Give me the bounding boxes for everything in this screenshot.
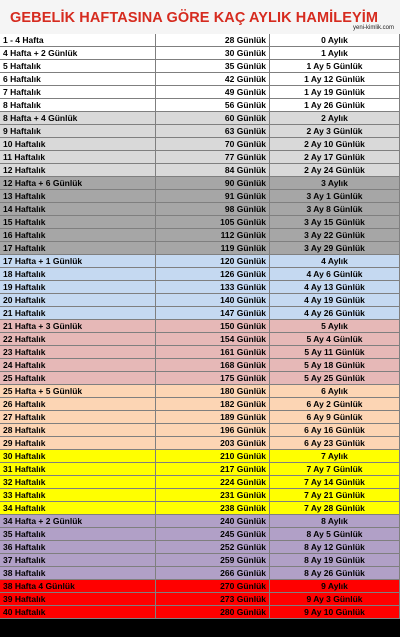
week-cell: 39 Haftalık bbox=[0, 593, 156, 605]
months-cell: 8 Ay 12 Günlük bbox=[270, 541, 400, 553]
week-cell: 21 Haftalık bbox=[0, 307, 156, 319]
days-cell: 189 Günlük bbox=[156, 411, 270, 423]
table-row bbox=[0, 489, 400, 502]
months-cell: 1 Ay 12 Günlük bbox=[270, 73, 400, 85]
months-cell: 3 Ay 29 Günlük bbox=[270, 242, 400, 254]
days-cell: 120 Günlük bbox=[156, 255, 270, 267]
week-cell: 38 Hafta 4 Günlük bbox=[0, 580, 156, 592]
chart-header bbox=[0, 0, 400, 34]
table-row bbox=[0, 437, 400, 450]
table-row bbox=[0, 164, 400, 177]
week-cell: 5 Haftalık bbox=[0, 60, 156, 72]
table-row bbox=[0, 333, 400, 346]
table-row bbox=[0, 229, 400, 242]
table-row bbox=[0, 385, 400, 398]
months-cell: 2 Ay 17 Günlük bbox=[270, 151, 400, 163]
table-row bbox=[0, 580, 400, 593]
months-cell: 8 Aylık bbox=[270, 515, 400, 527]
months-cell: 3 Ay 22 Günlük bbox=[270, 229, 400, 241]
week-cell: 34 Haftalık bbox=[0, 502, 156, 514]
week-cell: 19 Haftalık bbox=[0, 281, 156, 293]
table-row bbox=[0, 216, 400, 229]
week-cell: 30 Haftalık bbox=[0, 450, 156, 462]
week-cell: 29 Haftalık bbox=[0, 437, 156, 449]
days-cell: 90 Günlük bbox=[156, 177, 270, 189]
months-cell: 2 Aylık bbox=[270, 112, 400, 124]
days-cell: 273 Günlük bbox=[156, 593, 270, 605]
week-cell: 26 Haftalık bbox=[0, 398, 156, 410]
table-row bbox=[0, 567, 400, 580]
days-cell: 161 Günlük bbox=[156, 346, 270, 358]
table-row bbox=[0, 541, 400, 554]
months-cell: 5 Ay 4 Günlük bbox=[270, 333, 400, 345]
table-row bbox=[0, 268, 400, 281]
days-cell: 30 Günlük bbox=[156, 47, 270, 59]
months-cell: 6 Aylık bbox=[270, 385, 400, 397]
days-cell: 252 Günlük bbox=[156, 541, 270, 553]
table-row bbox=[0, 190, 400, 203]
days-cell: 147 Günlük bbox=[156, 307, 270, 319]
table-row bbox=[0, 398, 400, 411]
table-row bbox=[0, 359, 400, 372]
months-cell: 4 Aylık bbox=[270, 255, 400, 267]
days-cell: 150 Günlük bbox=[156, 320, 270, 332]
days-cell: 180 Günlük bbox=[156, 385, 270, 397]
months-cell: 5 Ay 18 Günlük bbox=[270, 359, 400, 371]
table-row bbox=[0, 281, 400, 294]
days-cell: 259 Günlük bbox=[156, 554, 270, 566]
week-cell: 33 Haftalık bbox=[0, 489, 156, 501]
months-cell: 4 Ay 13 Günlük bbox=[270, 281, 400, 293]
months-cell: 7 Ay 7 Günlük bbox=[270, 463, 400, 475]
table-row bbox=[0, 255, 400, 268]
table-row bbox=[0, 60, 400, 73]
week-cell: 37 Haftalık bbox=[0, 554, 156, 566]
week-cell: 17 Hafta + 1 Günlük bbox=[0, 255, 156, 267]
months-cell: 4 Ay 26 Günlük bbox=[270, 307, 400, 319]
months-cell: 3 Ay 1 Günlük bbox=[270, 190, 400, 202]
week-cell: 8 Hafta + 4 Günlük bbox=[0, 112, 156, 124]
table-row bbox=[0, 476, 400, 489]
months-cell: 5 Ay 25 Günlük bbox=[270, 372, 400, 384]
months-cell: 6 Ay 2 Günlük bbox=[270, 398, 400, 410]
week-cell: 18 Haftalık bbox=[0, 268, 156, 280]
months-cell: 7 Ay 28 Günlük bbox=[270, 502, 400, 514]
days-cell: 105 Günlük bbox=[156, 216, 270, 228]
table-row bbox=[0, 203, 400, 216]
months-cell: 6 Ay 9 Günlük bbox=[270, 411, 400, 423]
months-cell: 6 Ay 23 Günlük bbox=[270, 437, 400, 449]
months-cell: 1 Aylık bbox=[270, 47, 400, 59]
months-cell: 6 Ay 16 Günlük bbox=[270, 424, 400, 436]
days-cell: 49 Günlük bbox=[156, 86, 270, 98]
days-cell: 266 Günlük bbox=[156, 567, 270, 579]
week-cell: 7 Haftalık bbox=[0, 86, 156, 98]
table-row bbox=[0, 320, 400, 333]
table-row bbox=[0, 34, 400, 47]
week-cell: 27 Haftalık bbox=[0, 411, 156, 423]
week-cell: 8 Haftalık bbox=[0, 99, 156, 111]
days-cell: 60 Günlük bbox=[156, 112, 270, 124]
table-row bbox=[0, 294, 400, 307]
table-row bbox=[0, 606, 400, 619]
week-cell: 40 Haftalık bbox=[0, 606, 156, 618]
table-row bbox=[0, 47, 400, 60]
months-cell: 7 Ay 14 Günlük bbox=[270, 476, 400, 488]
table-row bbox=[0, 86, 400, 99]
months-cell: 7 Aylık bbox=[270, 450, 400, 462]
table-row bbox=[0, 151, 400, 164]
week-cell: 35 Haftalık bbox=[0, 528, 156, 540]
months-cell: 1 Ay 19 Günlük bbox=[270, 86, 400, 98]
week-cell: 25 Haftalık bbox=[0, 372, 156, 384]
months-cell: 3 Ay 8 Günlük bbox=[270, 203, 400, 215]
days-cell: 280 Günlük bbox=[156, 606, 270, 618]
table-row bbox=[0, 463, 400, 476]
week-cell: 17 Haftalık bbox=[0, 242, 156, 254]
week-cell: 36 Haftalık bbox=[0, 541, 156, 553]
days-cell: 133 Günlük bbox=[156, 281, 270, 293]
table-row bbox=[0, 307, 400, 320]
days-cell: 175 Günlük bbox=[156, 372, 270, 384]
table-row bbox=[0, 372, 400, 385]
week-cell: 10 Haftalık bbox=[0, 138, 156, 150]
months-cell: 8 Ay 26 Günlük bbox=[270, 567, 400, 579]
months-cell: 2 Ay 10 Günlük bbox=[270, 138, 400, 150]
months-cell: 1 Ay 26 Günlük bbox=[270, 99, 400, 111]
site-watermark: yeni-kimlik.com bbox=[352, 25, 394, 31]
months-cell: 3 Aylık bbox=[270, 177, 400, 189]
days-cell: 224 Günlük bbox=[156, 476, 270, 488]
week-cell: 12 Hafta + 6 Günlük bbox=[0, 177, 156, 189]
week-cell: 12 Haftalık bbox=[0, 164, 156, 176]
table-row bbox=[0, 450, 400, 463]
days-cell: 42 Günlük bbox=[156, 73, 270, 85]
days-cell: 112 Günlük bbox=[156, 229, 270, 241]
days-cell: 28 Günlük bbox=[156, 34, 270, 46]
days-cell: 196 Günlük bbox=[156, 424, 270, 436]
days-cell: 231 Günlük bbox=[156, 489, 270, 501]
days-cell: 70 Günlük bbox=[156, 138, 270, 150]
days-cell: 240 Günlük bbox=[156, 515, 270, 527]
table-row bbox=[0, 593, 400, 606]
days-cell: 63 Günlük bbox=[156, 125, 270, 137]
days-cell: 77 Günlük bbox=[156, 151, 270, 163]
months-cell: 4 Ay 6 Günlük bbox=[270, 268, 400, 280]
table-row bbox=[0, 112, 400, 125]
table-row bbox=[0, 515, 400, 528]
months-cell: 4 Ay 19 Günlük bbox=[270, 294, 400, 306]
days-cell: 217 Günlük bbox=[156, 463, 270, 475]
week-cell: 1 - 4 Hafta bbox=[0, 34, 156, 46]
week-cell: 4 Hafta + 2 Günlük bbox=[0, 47, 156, 59]
table-row bbox=[0, 99, 400, 112]
table-row bbox=[0, 177, 400, 190]
days-cell: 203 Günlük bbox=[156, 437, 270, 449]
months-cell: 1 Ay 5 Günlük bbox=[270, 60, 400, 72]
days-cell: 182 Günlük bbox=[156, 398, 270, 410]
week-cell: 14 Haftalık bbox=[0, 203, 156, 215]
months-cell: 3 Ay 15 Günlük bbox=[270, 216, 400, 228]
table-row bbox=[0, 346, 400, 359]
days-cell: 126 Günlük bbox=[156, 268, 270, 280]
week-cell: 11 Haftalık bbox=[0, 151, 156, 163]
months-cell: 2 Ay 3 Günlük bbox=[270, 125, 400, 137]
week-cell: 34 Hafta + 2 Günlük bbox=[0, 515, 156, 527]
chart-title: GEBELİK HAFTASINA GÖRE KAÇ AYLIK HAMİLEYİM bbox=[10, 10, 379, 26]
week-cell: 22 Haftalık bbox=[0, 333, 156, 345]
table-row bbox=[0, 73, 400, 86]
week-cell: 38 Haftalık bbox=[0, 567, 156, 579]
days-cell: 98 Günlük bbox=[156, 203, 270, 215]
week-cell: 31 Haftalık bbox=[0, 463, 156, 475]
months-cell: 9 Aylık bbox=[270, 580, 400, 592]
table-row bbox=[0, 528, 400, 541]
table-row bbox=[0, 424, 400, 437]
table-row bbox=[0, 411, 400, 424]
days-cell: 270 Günlük bbox=[156, 580, 270, 592]
months-cell: 5 Aylık bbox=[270, 320, 400, 332]
months-cell: 7 Ay 21 Günlük bbox=[270, 489, 400, 501]
week-cell: 20 Haftalık bbox=[0, 294, 156, 306]
days-cell: 154 Günlük bbox=[156, 333, 270, 345]
months-cell: 8 Ay 5 Günlük bbox=[270, 528, 400, 540]
table-row bbox=[0, 125, 400, 138]
months-cell: 8 Ay 19 Günlük bbox=[270, 554, 400, 566]
months-cell: 2 Ay 24 Günlük bbox=[270, 164, 400, 176]
months-cell: 5 Ay 11 Günlük bbox=[270, 346, 400, 358]
weeks-to-months-table bbox=[0, 34, 400, 619]
days-cell: 119 Günlük bbox=[156, 242, 270, 254]
days-cell: 210 Günlük bbox=[156, 450, 270, 462]
week-cell: 6 Haftalık bbox=[0, 73, 156, 85]
week-cell: 21 Hafta + 3 Günlük bbox=[0, 320, 156, 332]
week-cell: 24 Haftalık bbox=[0, 359, 156, 371]
days-cell: 91 Günlük bbox=[156, 190, 270, 202]
table-row bbox=[0, 242, 400, 255]
table-row bbox=[0, 502, 400, 515]
table-row bbox=[0, 554, 400, 567]
days-cell: 84 Günlük bbox=[156, 164, 270, 176]
week-cell: 13 Haftalık bbox=[0, 190, 156, 202]
week-cell: 15 Haftalık bbox=[0, 216, 156, 228]
week-cell: 25 Hafta + 5 Günlük bbox=[0, 385, 156, 397]
table-row bbox=[0, 138, 400, 151]
week-cell: 32 Haftalık bbox=[0, 476, 156, 488]
week-cell: 23 Haftalık bbox=[0, 346, 156, 358]
months-cell: 0 Aylık bbox=[270, 34, 400, 46]
days-cell: 245 Günlük bbox=[156, 528, 270, 540]
days-cell: 35 Günlük bbox=[156, 60, 270, 72]
week-cell: 9 Haftalık bbox=[0, 125, 156, 137]
days-cell: 140 Günlük bbox=[156, 294, 270, 306]
months-cell: 9 Ay 10 Günlük bbox=[270, 606, 400, 618]
months-cell: 9 Ay 3 Günlük bbox=[270, 593, 400, 605]
days-cell: 168 Günlük bbox=[156, 359, 270, 371]
days-cell: 238 Günlük bbox=[156, 502, 270, 514]
week-cell: 16 Haftalık bbox=[0, 229, 156, 241]
week-cell: 28 Haftalık bbox=[0, 424, 156, 436]
days-cell: 56 Günlük bbox=[156, 99, 270, 111]
